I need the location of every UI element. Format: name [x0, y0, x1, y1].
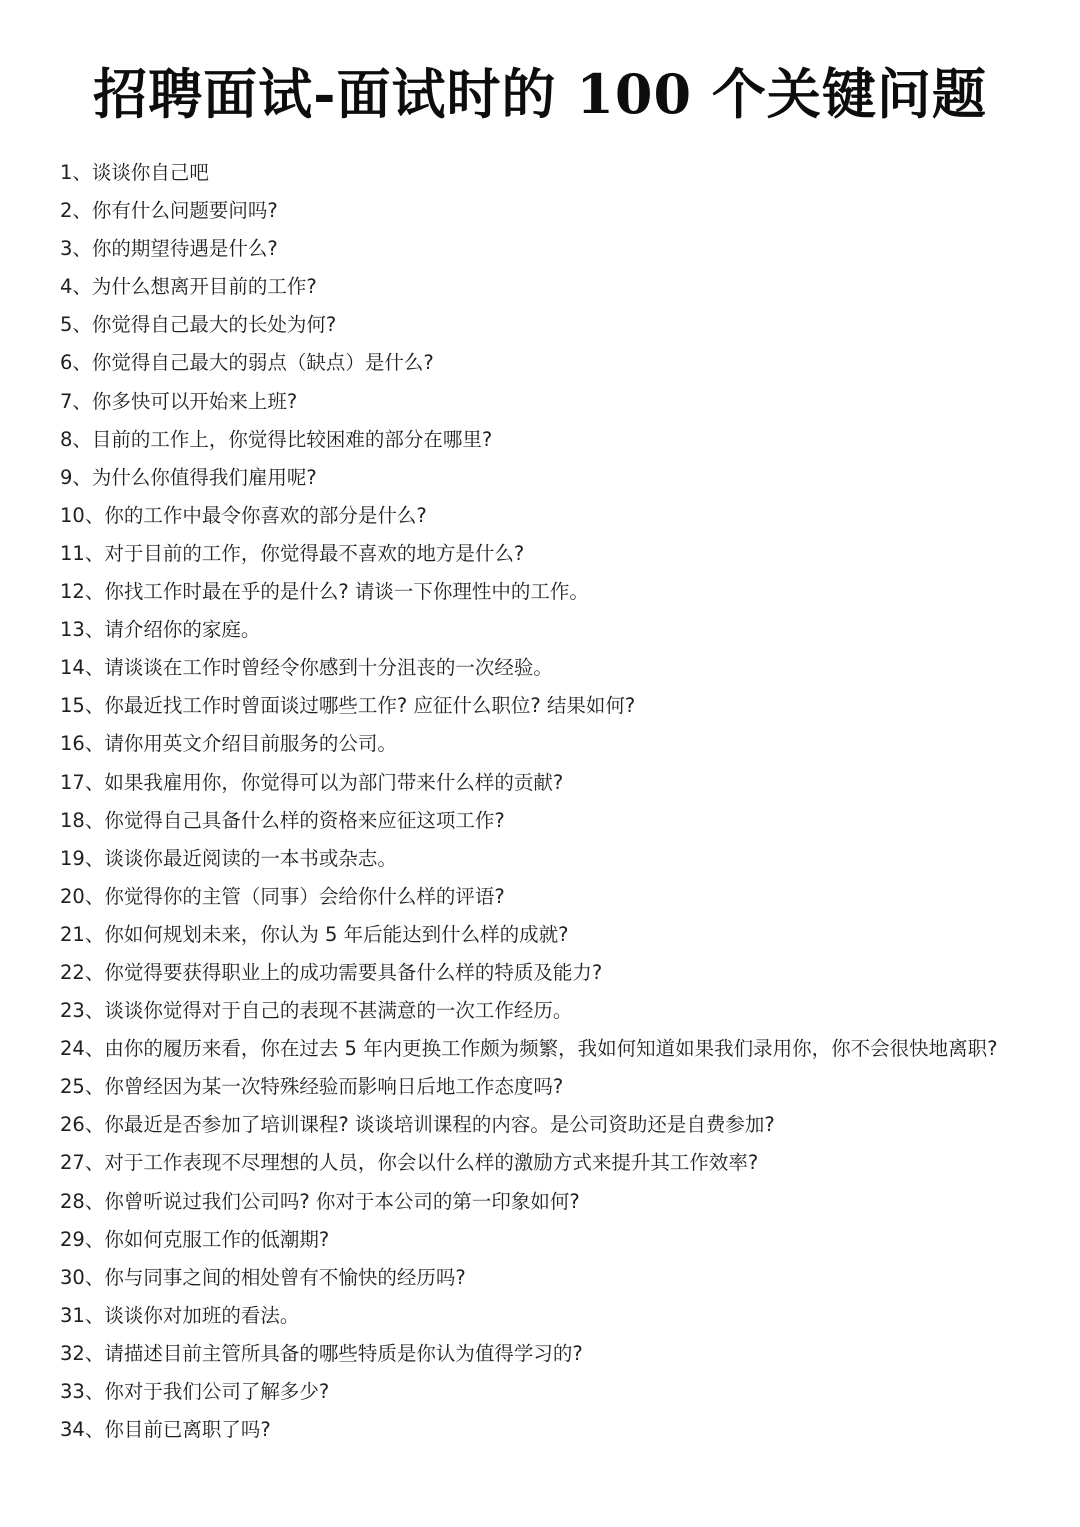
- question-item: 28、你曾听说过我们公司吗? 你对于本公司的第一印象如何?: [60, 1189, 580, 1213]
- question-item: 14、请谈谈在工作时曾经令你感到十分沮丧的一次经验。: [60, 656, 553, 680]
- question-item: 11、对于目前的工作，你觉得最不喜欢的地方是什么?: [60, 541, 525, 565]
- question-item: 21、你如何规划未来，你认为 5 年后能达到什么样的成就?: [60, 922, 569, 946]
- question-item: 31、谈谈你对加班的看法。: [60, 1303, 300, 1327]
- question-item: 12、你找工作时最在乎的是什么? 请谈一下你理性中的工作。: [60, 580, 589, 604]
- question-item: 7、你多快可以开始来上班?: [60, 389, 298, 413]
- question-item: 25、你曾经因为某一次特殊经验而影响日后地工作态度吗?: [60, 1075, 564, 1099]
- question-item: 19、谈谈你最近阅读的一本书或杂志。: [60, 846, 397, 870]
- question-list: [60, 154, 1025, 1449]
- question-item: 3、你的期望待遇是什么?: [60, 237, 278, 261]
- question-item: 23、谈谈你觉得对于自己的表现不甚满意的一次工作经历。: [60, 999, 573, 1023]
- question-item: 30、你与同事之间的相处曾有不愉快的经历吗?: [60, 1265, 466, 1289]
- question-item: 9、为什么你值得我们雇用呢?: [60, 465, 317, 489]
- question-item: 27、对于工作表现不尽理想的人员，你会以什么样的激励方式来提升其工作效率?: [60, 1151, 759, 1175]
- question-item: 6、你觉得自己最大的弱点（缺点）是什么?: [60, 351, 434, 375]
- question-item: 13、请介绍你的家庭。: [60, 618, 261, 642]
- question-item: 18、你觉得自己具备什么样的资格来应征这项工作?: [60, 808, 505, 832]
- question-item: 22、你觉得要获得职业上的成功需要具备什么样的特质及能力?: [60, 960, 603, 984]
- question-item: 29、你如何克服工作的低潮期?: [60, 1227, 330, 1251]
- question-item: 20、你觉得你的主管（同事）会给你什么样的评语?: [60, 884, 505, 908]
- question-item: 32、请描述目前主管所具备的哪些特质是你认为值得学习的?: [60, 1341, 583, 1365]
- question-item: 34、你目前已离职了吗?: [60, 1418, 271, 1442]
- question-item: 8、目前的工作上，你觉得比较困难的部分在哪里?: [60, 427, 493, 451]
- question-item: 10、你的工作中最令你喜欢的部分是什么?: [60, 503, 427, 527]
- question-item: 2、你有什么问题要问吗?: [60, 199, 278, 223]
- question-item: 24、由你的履历来看，你在过去 5 年内更换工作颇为频繁，我如何知道如果我们录用你，你不会很快地离职?: [60, 1037, 998, 1061]
- question-item: 16、请你用英文介绍目前服务的公司。: [60, 732, 397, 756]
- question-item: 17、如果我雇用你，你觉得可以为部门带来什么样的贡献?: [60, 770, 564, 794]
- question-item: 1、谈谈你自己吧: [60, 161, 209, 184]
- question-item: 26、你最近是否参加了培训课程? 谈谈培训课程的内容。是公司资助还是自费参加?: [60, 1113, 775, 1137]
- question-item: 33、你对于我们公司了解多少?: [60, 1380, 330, 1403]
- question-item: 15、你最近找工作时曾面谈过哪些工作? 应征什么职位? 结果如何?: [60, 694, 636, 718]
- question-item: 5、你觉得自己最大的长处为何?: [60, 313, 337, 337]
- question-item: 4、为什么想离开目前的工作?: [60, 275, 317, 299]
- page-title: 招聘面试-面试时的 100 个关键问题: [93, 62, 987, 126]
